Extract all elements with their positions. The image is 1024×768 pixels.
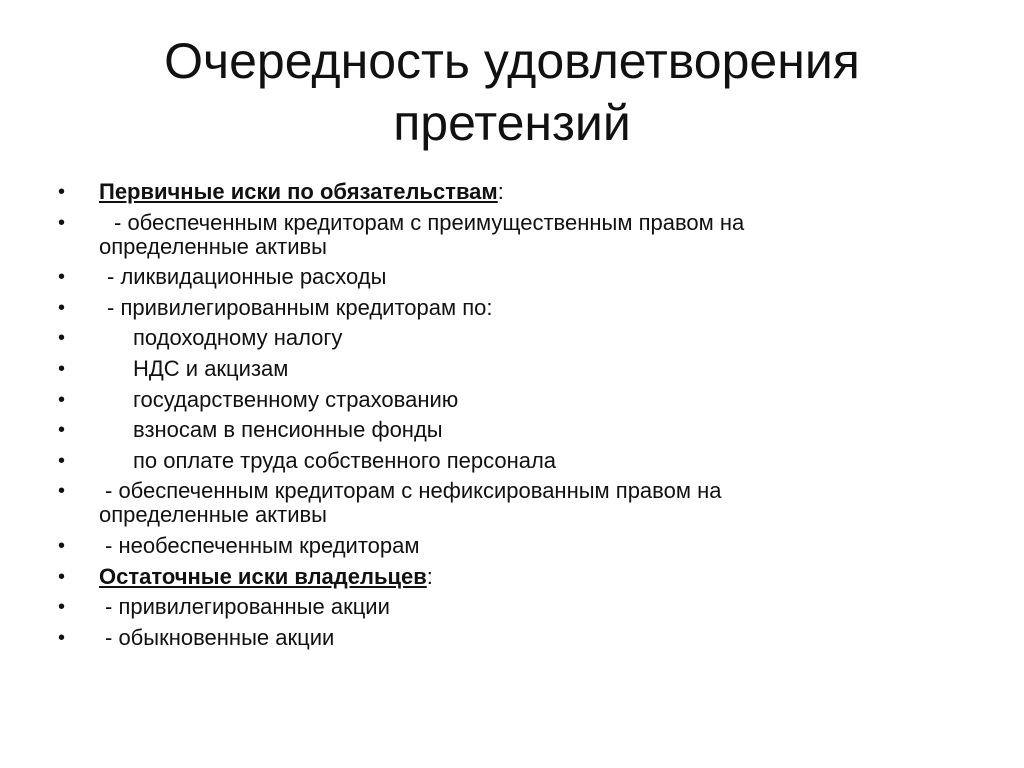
- list-item-text: - необеспеченным кредиторам: [105, 532, 420, 558]
- list-item-common-shares: [58, 626, 958, 650]
- heading-colon: :: [497, 179, 504, 204]
- bullet-icon: •: [58, 327, 66, 350]
- list-item-privileged-creditors: [58, 296, 958, 320]
- slide-title: [60, 30, 964, 154]
- slide-title-line-1: Очередность удовлетворения: [164, 33, 860, 89]
- list-item-vat-excise: [58, 357, 958, 381]
- list-item-text: государственному страхованию: [133, 386, 459, 412]
- bullet-icon: •: [58, 388, 66, 411]
- list-item-text: взносам в пенсионные фонды: [133, 417, 443, 443]
- list-item-text: подоходному налогу: [133, 325, 343, 351]
- list-item-staff-wages: [58, 449, 958, 473]
- heading-colon: :: [426, 563, 433, 589]
- list-item-text: - привилегированные акции: [105, 594, 390, 620]
- bullet-icon: •: [58, 626, 66, 649]
- list-item-income-tax: [58, 326, 958, 350]
- bullet-icon: •: [58, 357, 66, 380]
- list-item-text-continued: определенные активы: [99, 233, 327, 259]
- bullet-icon: •: [58, 449, 66, 472]
- bullet-icon: •: [58, 596, 66, 619]
- list-item-text: - привилегированным кредиторам по:: [107, 294, 493, 320]
- section-heading-residual-claims: Остаточные иски владельцев: [99, 563, 427, 589]
- list-item-preferred-shares: [58, 595, 958, 619]
- bullet-icon: •: [58, 296, 66, 319]
- bullet-icon: •: [58, 565, 66, 588]
- bullet-icon: •: [58, 181, 66, 203]
- list-item-primary-claims-heading: [58, 180, 958, 204]
- list-item-text: НДС и акцизам: [133, 355, 289, 381]
- list-item-unsecured: [58, 534, 958, 558]
- bullet-icon: •: [58, 480, 66, 503]
- section-heading-primary-claims: Первичные иски по обязательствам: [99, 179, 498, 204]
- list-item-text-continued: определенные активы: [99, 502, 327, 528]
- list-item-state-insurance: [58, 388, 958, 412]
- bullet-icon: •: [58, 266, 66, 289]
- list-item-residual-claims-heading: [58, 565, 958, 589]
- list-item-text: - обеспеченным кредиторам с преимущественным правом на: [114, 209, 745, 235]
- list-item-text: - обеспеченным кредиторам с нефиксированным правом на: [105, 478, 722, 504]
- list-item-text: по оплате труда собственного персонала: [133, 447, 557, 473]
- list-item-text: - обыкновенные акции: [105, 624, 335, 650]
- list-item-text: - ликвидационные расходы: [107, 264, 387, 290]
- bullet-icon: •: [58, 534, 66, 557]
- list-item-pension-funds: [58, 418, 958, 442]
- bullet-list: [58, 180, 958, 656]
- list-item-secured-nonfixed: [58, 479, 958, 527]
- bullet-icon: •: [58, 211, 66, 234]
- list-item-liquidation-costs: [58, 265, 958, 289]
- bullet-icon: •: [58, 419, 66, 442]
- slide-title-line-2: претензий: [393, 95, 631, 151]
- list-item-secured-preferential: [58, 211, 958, 259]
